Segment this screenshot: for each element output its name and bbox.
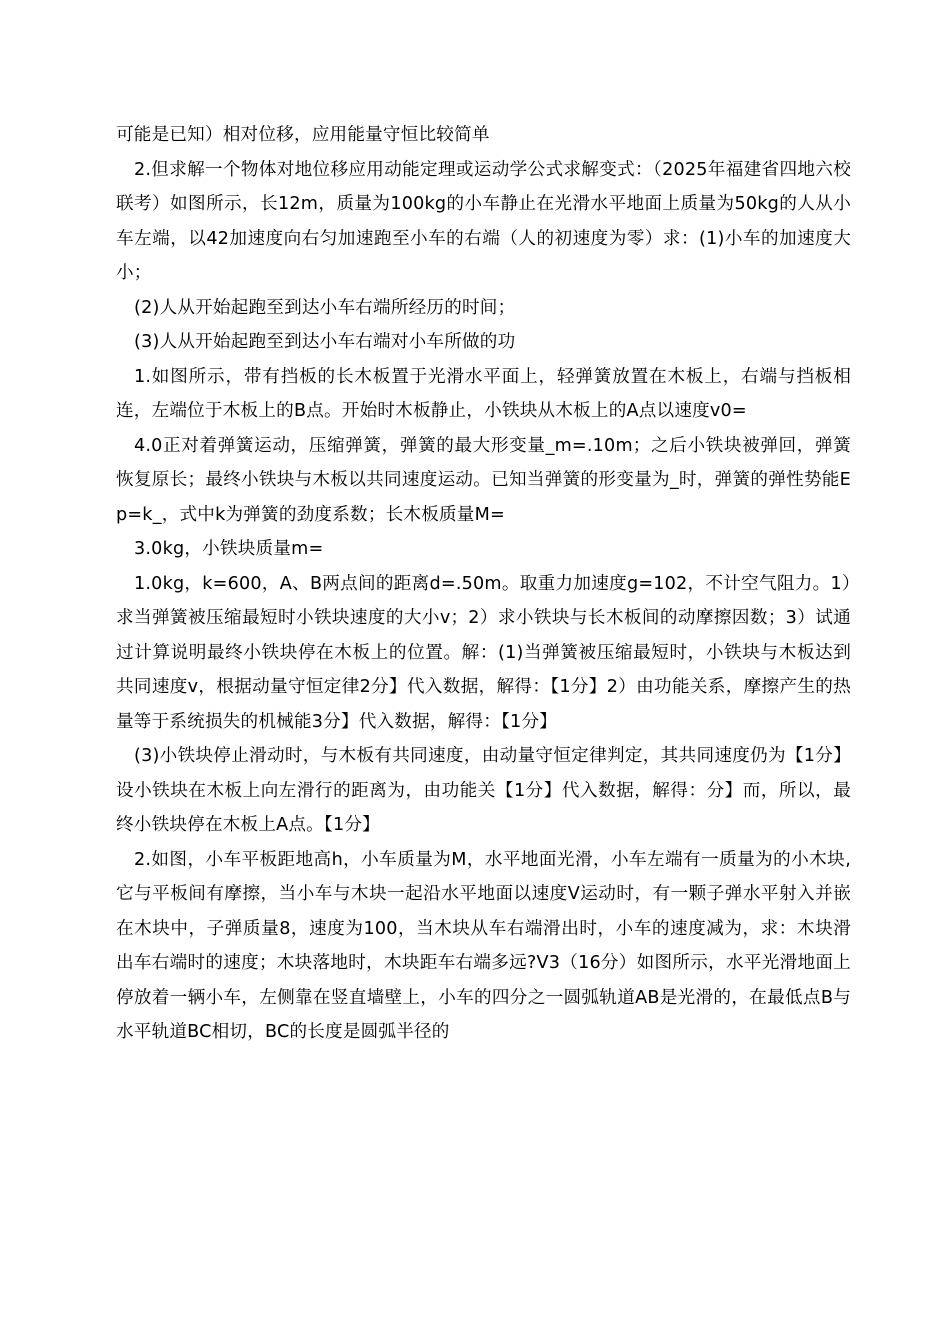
document-body (116, 118, 851, 1050)
paragraph-problem-2-variant: 2.但求解一个物体对地位移应用动能定理或运动学公式求解变式：（2025年福建省四地六校联考）如图所示，长12m，质量为100kg的小车静止在光滑水平地面上质量为50kg的人从小车左端，以42加速度向右匀加速跑至小车的右端（人的初速度为零）求：(1)小车的加速度大小； (116, 159, 851, 283)
paragraph-problem-1-spring: 4.0正对着弹簧运动，压缩弹簧，弹簧的最大形变量_m=.10m；之后小铁块被弹回，弹簧恢复原长；最终小铁块与木板以共同速度运动。已知当弹簧的形变量为_时，弹簧的弹性势能Ep=k_，式中k为弹簧的劲度系数；长木板质量M= (116, 435, 851, 525)
paragraph-problem-1-solution-part3: (3)小铁块停止滑动时，与木板有共同速度，由动量守恒定律判定，其共同速度仍为【1分】设小铁块在木板上向左滑行的距离为，由功能关【1分】代入数据，解得：分】而，所以，最终小铁块停在木板上A点。【1分】 (116, 746, 851, 835)
paragraph-problem-2-cart: 2.如图，小车平板距地高h，小车质量为M，水平地面光滑，小车左端有一质量为的小木块,它与平板间有摩擦，当小车与木块一起沿水平地面以速度V运动时，有一颗子弹水平射入并嵌在木块中，子弹质量8，速度为100，当木块从车右端滑出时，小车的速度减为，求：木块滑出车右端时的速度；木块落地时，木块距车右端多远?V3（16分）如图所示，水平光滑地面上停放着一辆小车，左侧靠在竖直墙壁上，小车的四分之一圆弧轨道AB是光滑的，在最低点B与水平轨道BC相切，BC的长度是圆弧半径的 (116, 849, 851, 1042)
paragraph-problem-1-mass: 3.0kg，小铁块质量m= (134, 539, 324, 559)
paragraph-intro-tail: 可能是已知）相对位移，应用能量守恒比较简单 (116, 125, 490, 145)
paragraph-question-3: (3)人从开始起跑至到达小车右端对小车所做的功 (134, 332, 516, 352)
paragraph-question-2: (2)人从开始起跑至到达小车右端所经历的时间； (134, 297, 516, 318)
paragraph-problem-1-solution: 1.0kg，k=600，A、B两点间的距离d=.50m。取重力加速度g=102，不计空气阻力。1）求当弹簧被压缩最短时小铁块速度的大小v；2）求小铁块与长木板间的动摩擦因数；3）试通过计算说明最终小铁块停在木板上的位置。解：(1)当弹簧被压缩最短时，小铁块与木板达到共同速度v，根据动量守恒定律2分】代入数据，解得：【1分】2）由功能关系，摩擦产生的热量等于系统损失的机械能3分】代入数据，解得：【1分】 (116, 573, 851, 732)
paragraph-problem-1-statement: 1.如图所示，带有挡板的长木板置于光滑水平面上，轻弹簧放置在木板上，右端与挡板相连，左端位于木板上的B点。开始时木板静止，小铁块从木板上的A点以速度v0= (116, 366, 851, 421)
